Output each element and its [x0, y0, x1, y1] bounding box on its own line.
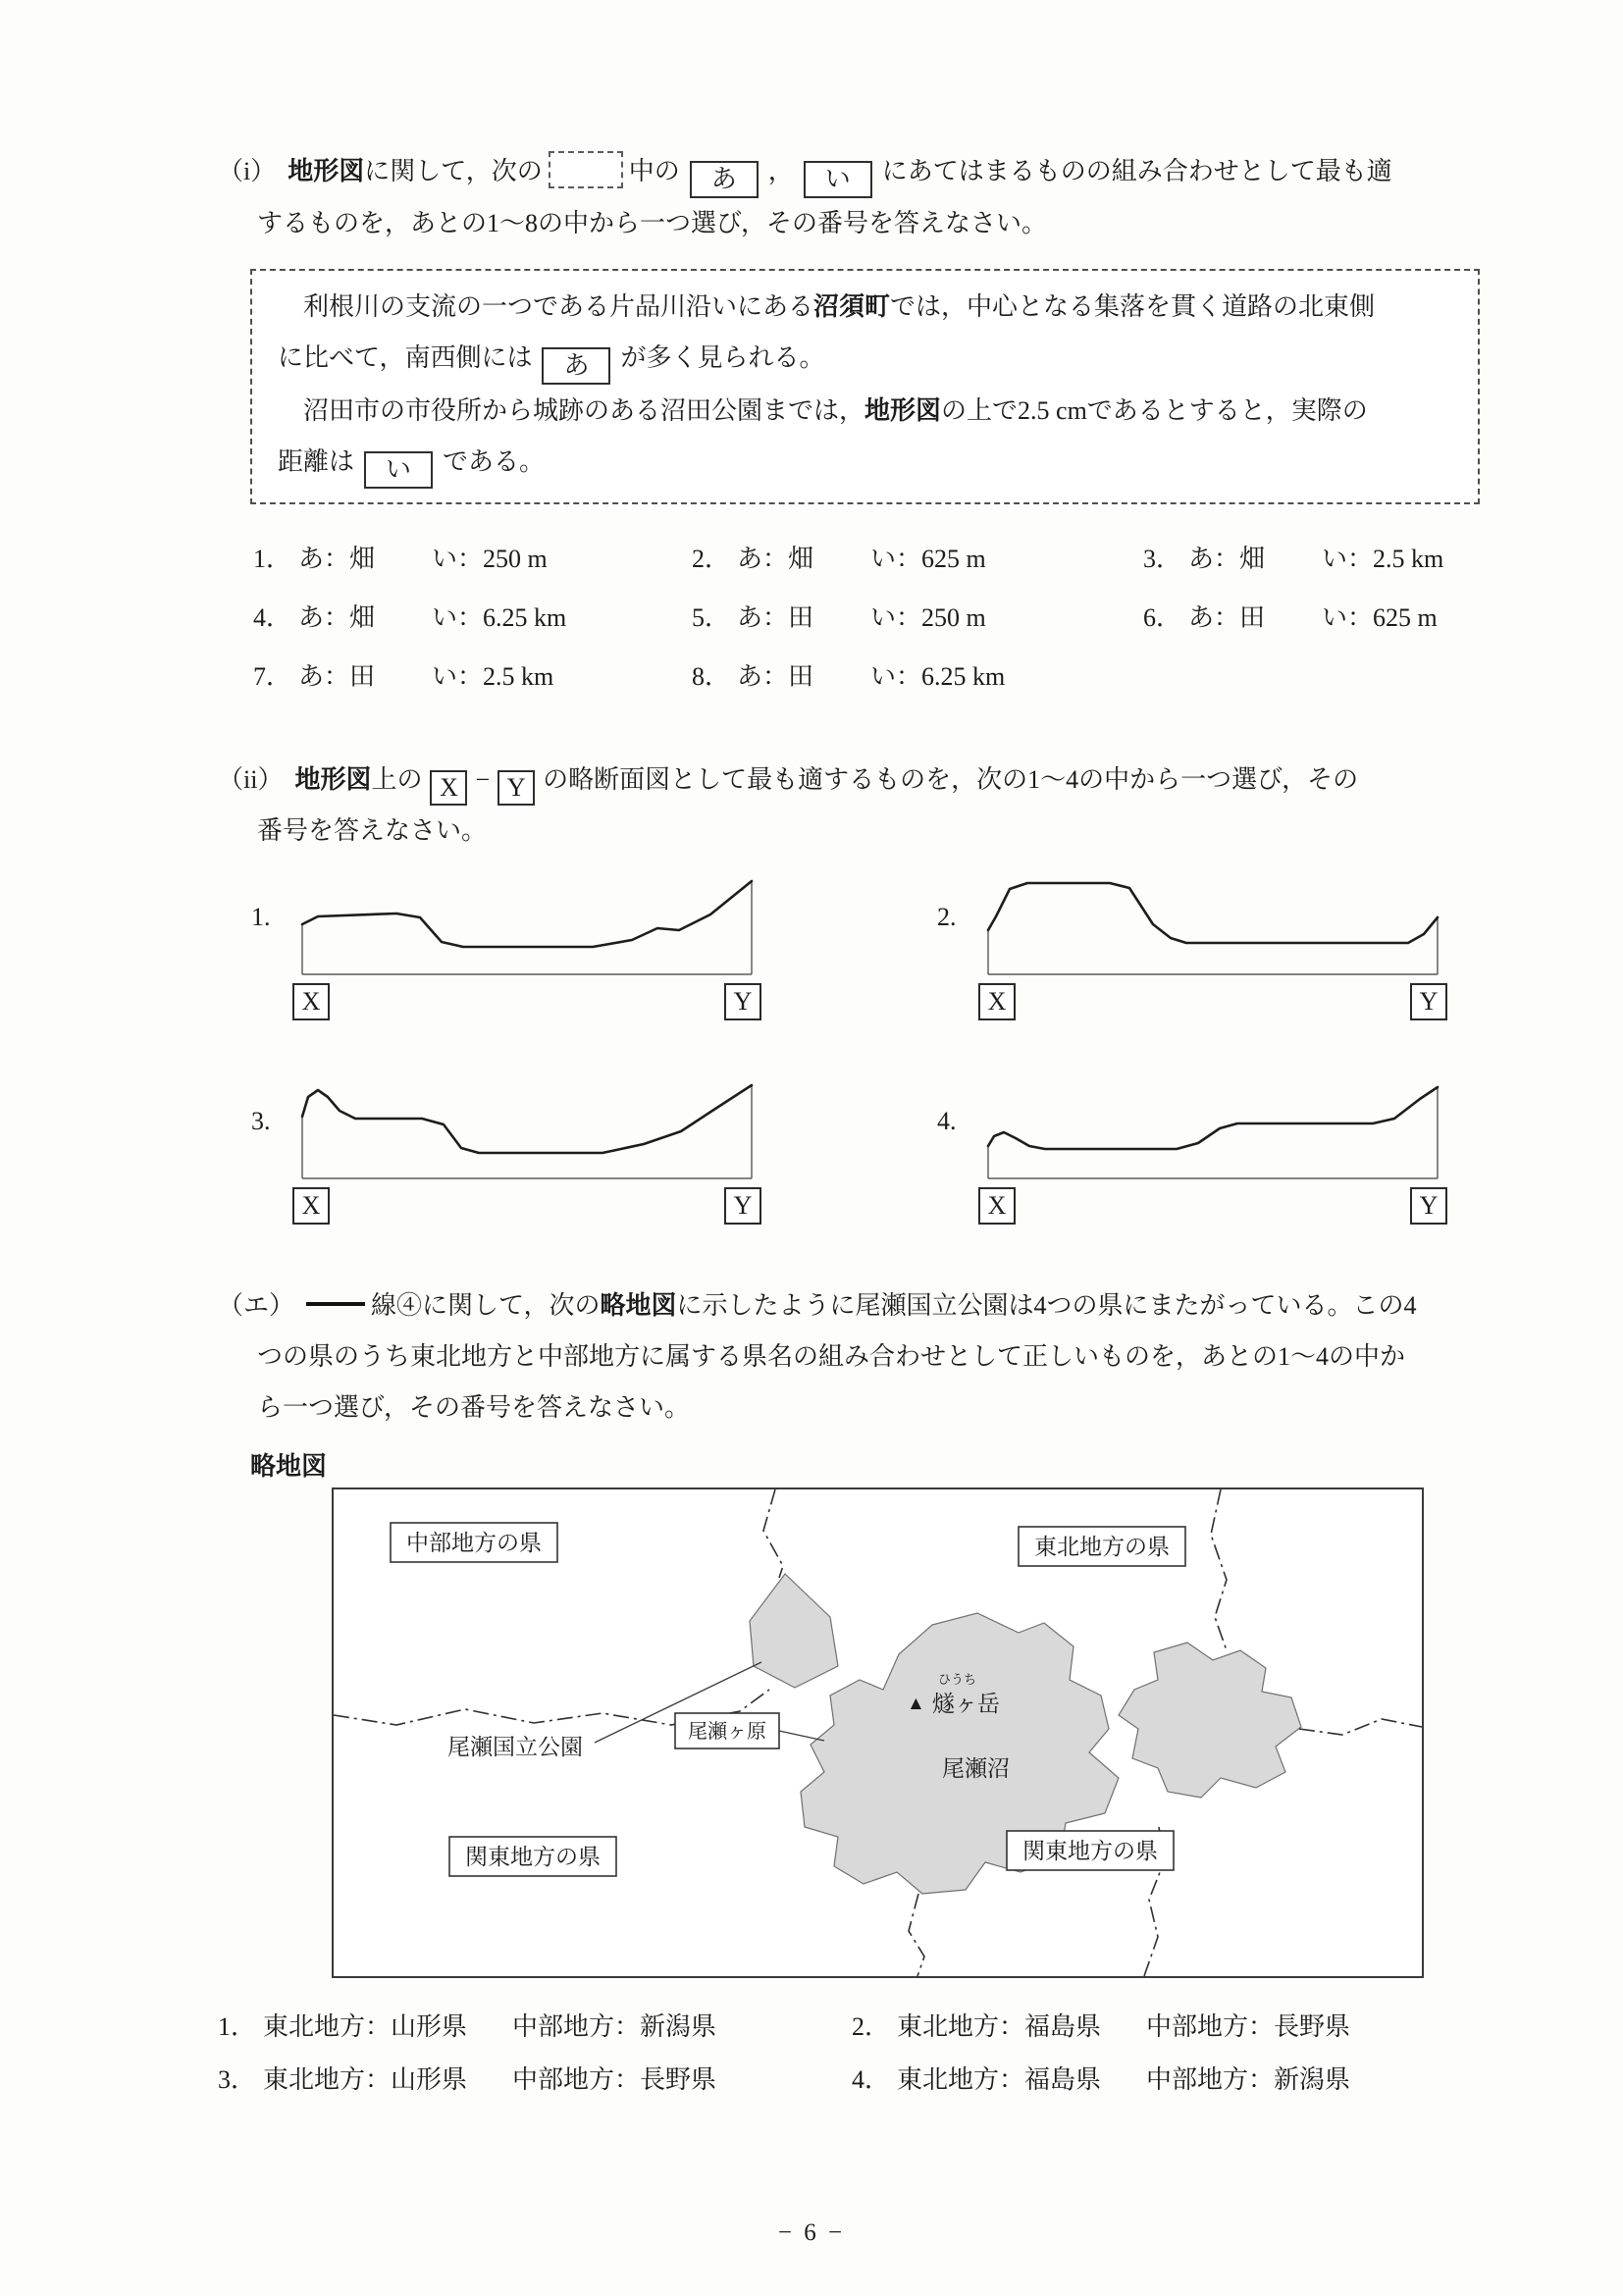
x-label-box: X	[292, 1187, 330, 1225]
question-i	[218, 145, 1392, 249]
option-a-value: あ：田	[298, 662, 376, 691]
diagram-number: 4.	[937, 1107, 957, 1135]
xy-labels	[292, 1187, 761, 1225]
question-e-text-a: 線④に関して，次の	[371, 1291, 601, 1320]
option-7	[253, 655, 692, 699]
option-6	[1143, 597, 1443, 640]
dashed-box-placeholder	[549, 151, 623, 188]
question-ii-label: （ii）	[218, 765, 284, 794]
option-number: 7．	[253, 662, 292, 691]
point-y-box: Y	[497, 770, 535, 806]
passage-line4	[278, 437, 1452, 489]
question-ii-line1	[218, 754, 1358, 806]
option-chubu: 中部地方：新潟県	[1146, 2065, 1351, 2094]
option-8	[692, 655, 1143, 699]
diagram-number: 3.	[251, 1107, 271, 1135]
xy-labels	[978, 1187, 1447, 1225]
option-number: 1．	[253, 545, 292, 573]
question-ii	[218, 754, 1358, 857]
line-4-sample	[306, 1302, 365, 1306]
option-a-value: あ：田	[737, 662, 814, 691]
option-a-value: あ：畑	[1188, 545, 1266, 573]
option-a-value: あ：畑	[737, 545, 814, 573]
term-ryakuchizu: 略地図	[600, 1290, 677, 1320]
option-number: 5．	[692, 603, 731, 632]
tohoku-label: 東北地方の県	[1034, 1535, 1170, 1559]
xy-labels	[978, 983, 1447, 1020]
term-chikeizu-3: 地形図	[294, 764, 372, 794]
option-e-4	[852, 2059, 1350, 2102]
elevation-profile-2	[984, 873, 1441, 978]
xy-labels	[292, 983, 761, 1020]
question-e	[218, 1279, 1417, 1434]
question-i-text-c: にあてはまるものの組み合わせとして最も適	[881, 157, 1392, 185]
question-i-line1	[218, 145, 1392, 198]
answer-box-a-inline: あ	[542, 347, 610, 385]
question-e-options	[218, 2006, 1350, 2102]
option-i-value: い：2.5 km	[432, 662, 554, 691]
term-chikeizu: 地形図	[288, 156, 365, 185]
map-title: 略地図	[250, 1451, 328, 1481]
option-e-1	[218, 2006, 852, 2049]
x-label-box: X	[978, 983, 1016, 1020]
point-x-box: X	[430, 770, 467, 806]
option-number: 2．	[852, 2012, 891, 2041]
sketch-map-svg	[332, 1487, 1424, 1978]
question-ii-line2: 番号を答えなさい。	[257, 816, 488, 845]
kanto-left-label: 関東地方の県	[465, 1845, 601, 1869]
option-2	[692, 538, 1143, 581]
question-e-line2: つの県のうち東北地方と中部地方に属する県名の組み合わせとして正しいものを，あとの1～4の中か	[257, 1342, 1406, 1371]
cross-section-option-4	[937, 1077, 1475, 1232]
passage-text: の上で2.5 cmであるとすると，実際の	[941, 396, 1368, 425]
cross-section-option-3	[251, 1077, 789, 1232]
option-1	[253, 538, 692, 581]
cross-section-option-2	[937, 873, 1475, 1028]
elevation-profile-4	[984, 1077, 1441, 1182]
cross-section-option-1	[251, 873, 789, 1028]
chubu-label: 中部地方の県	[406, 1531, 542, 1555]
diagram-number: 2.	[937, 903, 957, 931]
y-label-box: Y	[724, 1187, 761, 1225]
option-tohoku: 東北地方：福島県	[897, 2065, 1102, 2094]
term-chikeizu-2: 地形図	[864, 395, 942, 425]
option-number: 4．	[852, 2065, 891, 2094]
question-i-text-b: 中の	[628, 157, 680, 185]
option-i-value: い：6.25 km	[870, 662, 1006, 691]
option-3	[1143, 538, 1443, 581]
question-ii-dash: −	[475, 765, 491, 794]
option-tohoku: 東北地方：福島県	[897, 2012, 1102, 2041]
option-number: 4．	[253, 603, 292, 632]
option-i-value: い：6.25 km	[432, 603, 567, 632]
passage-text: 沼田市の市役所から城跡のある沼田公園までは，	[278, 396, 865, 425]
option-i-value: い：625 m	[1322, 603, 1438, 632]
option-number: 1．	[218, 2012, 257, 2041]
sketch-map	[332, 1487, 1424, 1985]
option-a-value: あ：田	[1188, 603, 1266, 632]
option-a-value: あ：畑	[298, 545, 376, 573]
option-tohoku: 東北地方：山形県	[263, 2065, 468, 2094]
question-e-line1	[218, 1279, 1417, 1331]
question-i-options	[253, 538, 1443, 699]
passage-line2	[278, 333, 1452, 385]
answer-box-i: い	[804, 161, 872, 198]
diagram-number: 1.	[251, 903, 271, 931]
elevation-profile-1	[298, 873, 756, 978]
question-e-label: （エ）	[218, 1291, 295, 1320]
option-number: 3．	[218, 2065, 257, 2094]
option-i-value: い：2.5 km	[1322, 545, 1444, 573]
ozegahara-label: 尾瀬ヶ原	[688, 1721, 766, 1743]
option-chubu: 中部地方：長野県	[512, 2065, 717, 2094]
page-number: − 6 −	[777, 2219, 846, 2246]
option-number: 6．	[1143, 603, 1182, 632]
option-a-value: あ：畑	[298, 603, 376, 632]
passage-text: が多く見られる。	[620, 343, 825, 372]
answer-box-i-inline: い	[364, 451, 433, 489]
question-e-text-b: に示したように尾瀬国立公園は4つの県にまたがっている。この4	[676, 1291, 1417, 1320]
option-tohoku: 東北地方：山形県	[263, 2012, 468, 2041]
y-label-box: Y	[724, 983, 761, 1020]
term-numasu-machi: 沼須町	[813, 291, 891, 321]
question-e-line3: ら一つ選び，その番号を答えなさい。	[257, 1393, 690, 1422]
option-i-value: い：250 m	[432, 545, 548, 573]
question-i-text-a: に関して，次の	[364, 157, 543, 185]
option-chubu: 中部地方：新潟県	[512, 2012, 717, 2041]
mountain-icon: ▲	[907, 1694, 925, 1714]
question-i-line2: するものを，あとの1～8の中から一つ選び，その番号を答えなさい。	[257, 209, 1047, 237]
question-i-label: （i）	[218, 157, 277, 185]
passage-line3	[278, 385, 1452, 437]
y-label-box: Y	[1410, 983, 1447, 1020]
passage-text: では，中心となる集落を貫く道路の北東側	[890, 292, 1376, 321]
option-e-3	[218, 2059, 852, 2102]
option-i-value: い：625 m	[870, 545, 986, 573]
passage-line1	[278, 281, 1452, 333]
hiuchi-label: 燧ヶ岳	[932, 1692, 1000, 1716]
answer-box-a: あ	[690, 161, 759, 198]
option-i-value: い：250 m	[870, 603, 986, 632]
option-number: 3．	[1143, 545, 1182, 573]
option-a-value: あ：田	[737, 603, 814, 632]
x-label-box: X	[292, 983, 330, 1020]
y-label-box: Y	[1410, 1187, 1447, 1225]
passage-text: である。	[443, 447, 546, 476]
passage-text: に比べて，南西側には	[278, 343, 533, 372]
option-number: 8．	[692, 662, 731, 691]
ozenuma-label: 尾瀬沼	[942, 1756, 1010, 1781]
kanto-right-label: 関東地方の県	[1022, 1839, 1158, 1863]
option-e-2	[852, 2006, 1350, 2049]
option-number: 2．	[692, 545, 731, 573]
passage-text: 利根川の支流の一つである片品川沿いにある	[278, 292, 814, 321]
option-5	[692, 597, 1143, 640]
question-i-comma: ，	[767, 157, 794, 185]
passage-box	[250, 269, 1480, 504]
elevation-profile-3	[298, 1077, 756, 1182]
question-ii-text-a: 上の	[371, 765, 423, 794]
option-4	[253, 597, 692, 640]
park-name-label: 尾瀬国立公園	[447, 1735, 583, 1759]
hiuchi-furigana: ひうち	[938, 1672, 977, 1687]
option-chubu: 中部地方：長野県	[1146, 2012, 1351, 2041]
x-label-box: X	[978, 1187, 1016, 1225]
passage-text: 距離は	[278, 447, 355, 476]
question-ii-text-b: の略断面図として最も適するものを，次の1～4の中から一つ選び，その	[543, 765, 1359, 794]
